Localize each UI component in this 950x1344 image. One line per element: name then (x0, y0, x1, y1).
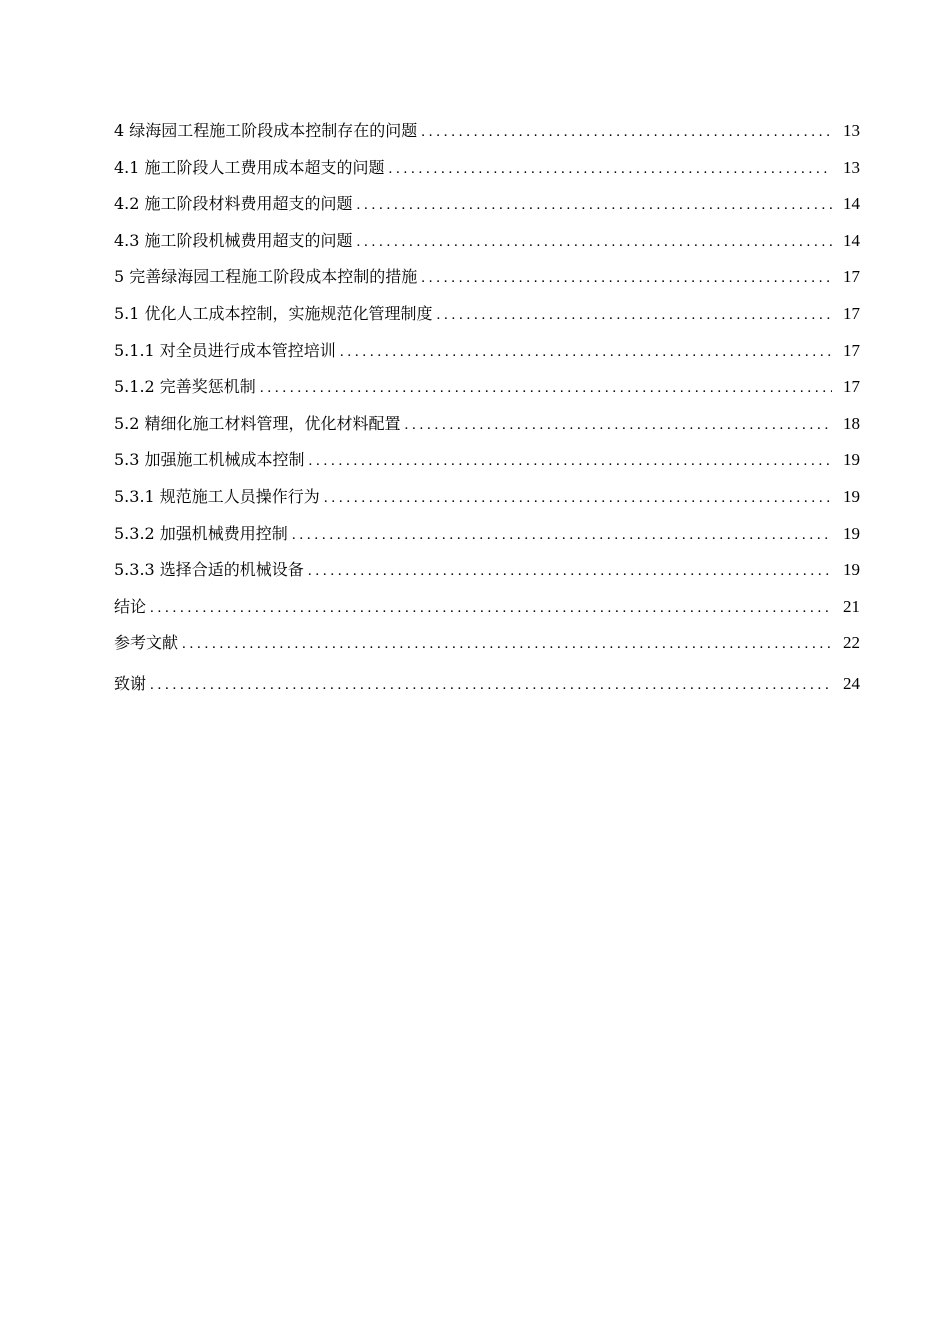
toc-entry[interactable] (114, 442, 860, 479)
toc-dot-leader (357, 224, 832, 261)
toc-dot-leader (421, 114, 832, 151)
toc-entry-title: 5.2 精细化施工材料管理，优化材料配置 (114, 406, 405, 443)
toc-dot-leader (389, 151, 832, 188)
table-of-contents (114, 113, 860, 703)
toc-entry-page: 17 (843, 267, 860, 287)
toc-entry-title: 致谢 (114, 666, 150, 703)
toc-entry-page: 19 (843, 450, 860, 470)
toc-dot-leader (421, 260, 832, 297)
toc-dot-leader (405, 407, 832, 444)
toc-entry[interactable] (114, 589, 860, 626)
toc-entry-title: 5 完善绿海园工程施工阶段成本控制的措施 (114, 259, 421, 296)
toc-entry-title: 4.3 施工阶段机械费用超支的问题 (114, 223, 357, 260)
toc-entry[interactable] (114, 113, 860, 150)
toc-entry-title: 5.3.1 规范施工人员操作行为 (114, 479, 324, 516)
toc-entry-title: 结论 (114, 589, 150, 626)
toc-entry-title: 4.1 施工阶段人工费用成本超支的问题 (114, 150, 389, 187)
toc-entry[interactable] (114, 479, 860, 516)
toc-entry-title: 4.2 施工阶段材料费用超支的问题 (114, 186, 357, 223)
toc-entry-page: 21 (843, 596, 860, 616)
toc-entry-page: 19 (843, 560, 860, 580)
toc-entry-page: 22 (843, 633, 860, 653)
toc-entry-page: 13 (843, 157, 860, 177)
toc-entry-page: 19 (843, 486, 860, 506)
toc-entry-title: 5.3.3 选择合适的机械设备 (114, 552, 308, 589)
toc-entry-title: 4 绿海园工程施工阶段成本控制存在的问题 (114, 113, 421, 150)
toc-entry-page: 18 (843, 413, 860, 433)
toc-entry[interactable] (114, 552, 860, 589)
toc-entry-title: 5.3.2 加强机械费用控制 (114, 516, 292, 553)
toc-entry-page: 17 (843, 340, 860, 360)
toc-entry[interactable] (114, 369, 860, 406)
toc-entry[interactable] (114, 223, 860, 260)
toc-entry[interactable] (114, 186, 860, 223)
toc-dot-leader (308, 553, 832, 590)
toc-dot-leader (260, 370, 832, 407)
toc-entry[interactable] (114, 259, 860, 296)
toc-dot-leader (340, 334, 832, 371)
toc-entry-page: 17 (843, 377, 860, 397)
toc-entry-page: 19 (843, 523, 860, 543)
toc-entry[interactable] (114, 516, 860, 553)
toc-entry-title: 参考文献 (114, 625, 182, 662)
toc-dot-leader (182, 626, 832, 663)
toc-dot-leader (357, 187, 832, 224)
toc-entry-page: 14 (843, 230, 860, 250)
toc-dot-leader (292, 517, 832, 554)
toc-dot-leader (150, 590, 832, 627)
toc-entry-page: 14 (843, 194, 860, 214)
toc-entry-title: 5.1 优化人工成本控制，实施规范化管理制度 (114, 296, 437, 333)
toc-entry[interactable] (114, 625, 860, 662)
toc-entry-title: 5.1.1 对全员进行成本管控培训 (114, 333, 340, 370)
toc-entry-page: 13 (843, 121, 860, 140)
toc-entry[interactable] (114, 296, 860, 333)
toc-entry[interactable] (114, 666, 860, 703)
toc-entry-title: 5.1.2 完善奖惩机制 (114, 369, 260, 406)
toc-entry[interactable] (114, 333, 860, 370)
toc-entry[interactable] (114, 150, 860, 187)
toc-dot-leader (150, 667, 832, 704)
toc-dot-leader (324, 480, 832, 517)
toc-dot-leader (437, 297, 832, 334)
toc-entry[interactable] (114, 406, 860, 443)
toc-entry-page: 17 (843, 303, 860, 323)
toc-entry-page: 24 (843, 673, 860, 693)
toc-dot-leader (309, 443, 832, 480)
toc-entry-title: 5.3 加强施工机械成本控制 (114, 442, 309, 479)
